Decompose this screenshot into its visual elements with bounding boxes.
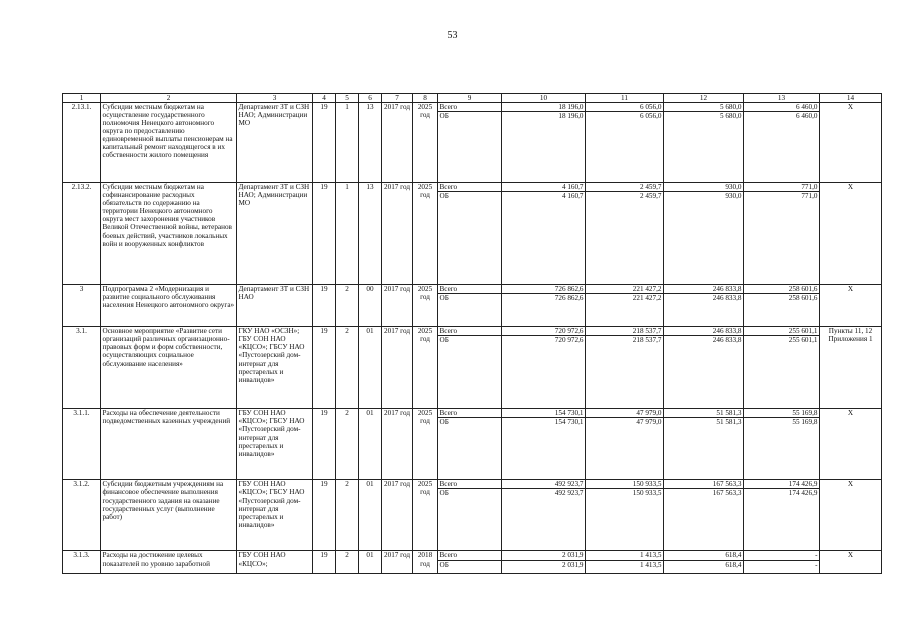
value-col-13: 55 169,8	[744, 418, 820, 480]
value-col-12: 51 581,3	[664, 409, 744, 418]
row-name: Основное мероприятие «Развитие сети организаций различных организационно-правовых форм и форм собственности, осуществляющих социальное обслуживание населения»	[101, 327, 237, 409]
row-number: 2.13.1.	[63, 103, 101, 183]
value-col-13: 6 460,0	[744, 112, 820, 183]
row-code-5: 2	[336, 480, 359, 551]
row-executor: Департамент ЗТ и СЗН НАО; Администрации МО	[237, 103, 313, 183]
value-col-12: 246 833,8	[664, 285, 744, 294]
value-col-10: 720 972,6	[502, 327, 586, 336]
value-col-13: 255 601,1	[744, 336, 820, 409]
column-header: 6	[359, 94, 382, 103]
row-end-year: 2025 год	[413, 327, 438, 409]
table-row	[63, 103, 882, 112]
value-col-13: 6 460,0	[744, 103, 820, 112]
row-name: Субсидии местным бюджетам на осуществление государственного полномочия Ненецкого автономного округа по предоставлению единовременной выплаты пенсионерам на капитальный ремонт находящегося в их собственности жилого помещения	[101, 103, 237, 183]
value-col-13: -	[744, 551, 820, 560]
column-header: 7	[382, 94, 413, 103]
value-col-12: 51 581,3	[664, 418, 744, 480]
row-number: 3.1.	[63, 327, 101, 409]
row-code-5: 2	[336, 409, 359, 480]
value-col-10: 18 196,0	[502, 103, 586, 112]
source-ob: ОБ	[438, 560, 502, 573]
row-start-year: 2017 год	[382, 183, 413, 285]
budget-table	[62, 93, 882, 574]
column-header: 1	[63, 94, 101, 103]
source-total: Всего	[438, 480, 502, 489]
row-executor: Департамент ЗТ и СЗН НАО; Администрации МО	[237, 183, 313, 285]
row-end-year: 2025 год	[413, 183, 438, 285]
value-col-13: 174 426,9	[744, 480, 820, 489]
row-name: Расходы на достижение целевых показателей по уровню заработной	[101, 551, 237, 573]
row-name: Расходы на обеспечение деятельности подведомственных казенных учреждений	[101, 409, 237, 480]
value-col-10: 154 730,1	[502, 409, 586, 418]
row-code-4: 19	[313, 103, 336, 183]
row-code-6: 01	[359, 409, 382, 480]
value-col-13: 258 601,6	[744, 294, 820, 327]
source-ob: ОБ	[438, 294, 502, 327]
source-ob: ОБ	[438, 336, 502, 409]
value-col-10: 2 031,9	[502, 551, 586, 560]
row-executor: Департамент ЗТ и СЗН НАО	[237, 285, 313, 327]
value-col-13: -	[744, 560, 820, 573]
column-header: 8	[413, 94, 438, 103]
row-note: Х	[820, 285, 882, 327]
header-row	[63, 94, 882, 103]
column-header: 3	[237, 94, 313, 103]
value-col-12: 246 833,8	[664, 294, 744, 327]
column-header: 5	[336, 94, 359, 103]
row-code-6: 13	[359, 183, 382, 285]
value-col-10: 4 160,7	[502, 192, 586, 285]
source-ob: ОБ	[438, 112, 502, 183]
row-note: Х	[820, 103, 882, 183]
value-col-11: 218 537,7	[586, 336, 664, 409]
value-col-12: 246 833,8	[664, 336, 744, 409]
value-col-11: 6 056,0	[586, 103, 664, 112]
value-col-11: 221 427,2	[586, 285, 664, 294]
table-row	[63, 480, 882, 489]
value-col-11: 47 979,0	[586, 409, 664, 418]
value-col-10: 492 923,7	[502, 480, 586, 489]
source-ob: ОБ	[438, 489, 502, 551]
source-total: Всего	[438, 327, 502, 336]
row-end-year: 2025 год	[413, 409, 438, 480]
column-header: 13	[744, 94, 820, 103]
row-number: 3.1.3.	[63, 551, 101, 573]
value-col-10: 154 730,1	[502, 418, 586, 480]
table-row	[63, 409, 882, 418]
table-row	[63, 285, 882, 294]
table-row	[63, 327, 882, 336]
source-total: Всего	[438, 285, 502, 294]
value-col-11: 221 427,2	[586, 294, 664, 327]
value-col-12: 5 680,0	[664, 103, 744, 112]
row-code-6: 13	[359, 103, 382, 183]
row-start-year: 2017 год	[382, 327, 413, 409]
column-header: 4	[313, 94, 336, 103]
row-executor: ГБУ СОН НАО «КЦСО»; ГБСУ НАО «Пустозерский дом-интернат для престарелых и инвалидов»	[237, 409, 313, 480]
value-col-11: 150 933,5	[586, 489, 664, 551]
row-start-year: 2017 год	[382, 409, 413, 480]
value-col-11: 2 459,7	[586, 192, 664, 285]
value-col-10: 2 031,9	[502, 560, 586, 573]
row-executor: ГКУ НАО «ОСЗН»; ГБУ СОН НАО «КЦСО»; ГБСУ НАО «Пустозерский дом-интернат для престарелых и инвалидов»	[237, 327, 313, 409]
row-code-4: 19	[313, 183, 336, 285]
value-col-10: 18 196,0	[502, 112, 586, 183]
row-name: Субсидии местным бюджетам на софинансирование расходных обязательств по содержанию на территории Ненецкого автономного округа мест захоронения участников Великой Отечественной войны, ветеранов боевых действий, участников локальных войн и вооруженных конфликтов	[101, 183, 237, 285]
value-col-12: 930,0	[664, 192, 744, 285]
row-note: Х	[820, 183, 882, 285]
row-code-4: 19	[313, 409, 336, 480]
value-col-12: 618,4	[664, 560, 744, 573]
row-code-5: 1	[336, 183, 359, 285]
column-header: 2	[101, 94, 237, 103]
source-total: Всего	[438, 409, 502, 418]
row-start-year: 2017 год	[382, 480, 413, 551]
row-note: Х	[820, 551, 882, 573]
value-col-11: 218 537,7	[586, 327, 664, 336]
row-start-year: 2017 год	[382, 285, 413, 327]
row-code-6: 01	[359, 480, 382, 551]
page-number: 53	[447, 30, 458, 41]
value-col-12: 930,0	[664, 183, 744, 192]
value-col-10: 492 923,7	[502, 489, 586, 551]
source-total: Всего	[438, 103, 502, 112]
source-ob: ОБ	[438, 192, 502, 285]
value-col-12: 167 563,3	[664, 480, 744, 489]
row-name: Подпрограмма 2 «Модернизация и развитие социального обслуживания населения Ненецкого автономного округа»	[101, 285, 237, 327]
row-number: 3.1.1.	[63, 409, 101, 480]
value-col-12: 167 563,3	[664, 489, 744, 551]
row-number: 3.1.2.	[63, 480, 101, 551]
row-code-4: 19	[313, 285, 336, 327]
row-note: Х	[820, 409, 882, 480]
row-end-year: 2025 год	[413, 285, 438, 327]
row-note: Х	[820, 480, 882, 551]
column-header: 9	[438, 94, 502, 103]
value-col-10: 4 160,7	[502, 183, 586, 192]
value-col-12: 246 833,8	[664, 327, 744, 336]
row-code-6: 01	[359, 551, 382, 573]
row-executor: ГБУ СОН НАО «КЦСО»; ГБСУ НАО «Пустозерский дом-интернат для престарелых и инвалидов»	[237, 480, 313, 551]
row-code-6: 00	[359, 285, 382, 327]
row-start-year: 2017 год	[382, 551, 413, 573]
row-name: Субсидии бюджетным учреждениям на финансовое обеспечение выполнения государственного задания на оказание государственных услуг (выполнение работ)	[101, 480, 237, 551]
value-col-13: 255 601,1	[744, 327, 820, 336]
row-end-year: 2018 год	[413, 551, 438, 573]
value-col-11: 2 459,7	[586, 183, 664, 192]
table-row	[63, 183, 882, 192]
row-code-5: 2	[336, 327, 359, 409]
row-end-year: 2025 год	[413, 103, 438, 183]
value-col-10: 726 862,6	[502, 294, 586, 327]
value-col-10: 720 972,6	[502, 336, 586, 409]
value-col-11: 6 056,0	[586, 112, 664, 183]
row-note: Пункты 11, 12 Приложения 1	[820, 327, 882, 409]
row-code-4: 19	[313, 327, 336, 409]
row-executor: ГБУ СОН НАО «КЦСО»;	[237, 551, 313, 573]
source-total: Всего	[438, 183, 502, 192]
value-col-12: 618,4	[664, 551, 744, 560]
column-header: 11	[586, 94, 664, 103]
value-col-11: 150 933,5	[586, 480, 664, 489]
row-end-year: 2025 год	[413, 480, 438, 551]
row-number: 2.13.2.	[63, 183, 101, 285]
value-col-13: 258 601,6	[744, 285, 820, 294]
source-ob: ОБ	[438, 418, 502, 480]
table-row	[63, 551, 882, 560]
value-col-13: 771,0	[744, 183, 820, 192]
row-code-4: 19	[313, 480, 336, 551]
column-header: 10	[502, 94, 586, 103]
value-col-11: 47 979,0	[586, 418, 664, 480]
value-col-13: 771,0	[744, 192, 820, 285]
value-col-10: 726 862,6	[502, 285, 586, 294]
value-col-11: 1 413,5	[586, 551, 664, 560]
value-col-12: 5 680,0	[664, 112, 744, 183]
row-start-year: 2017 год	[382, 103, 413, 183]
column-header: 12	[664, 94, 744, 103]
source-total: Всего	[438, 551, 502, 560]
table-body	[63, 103, 882, 573]
column-header: 14	[820, 94, 882, 103]
row-code-6: 01	[359, 327, 382, 409]
value-col-11: 1 413,5	[586, 560, 664, 573]
value-col-13: 55 169,8	[744, 409, 820, 418]
row-code-5: 2	[336, 285, 359, 327]
row-code-4: 19	[313, 551, 336, 573]
row-number: 3	[63, 285, 101, 327]
row-code-5: 2	[336, 551, 359, 573]
value-col-13: 174 426,9	[744, 489, 820, 551]
row-code-5: 1	[336, 103, 359, 183]
